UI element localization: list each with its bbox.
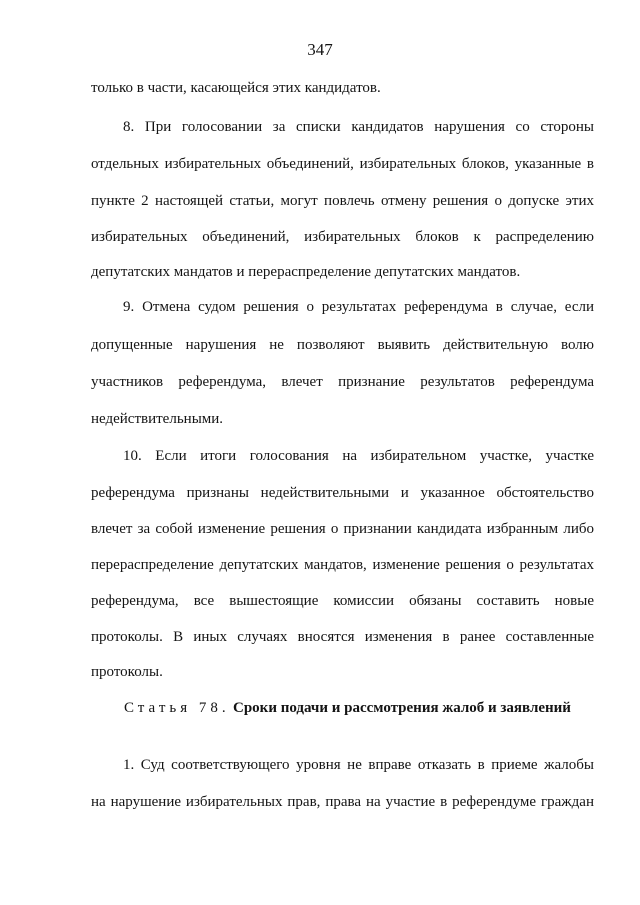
text-line: участников референдума, влечет признание результатов референдума	[91, 374, 594, 390]
text-line: только в части, касающейся этих кандидатов.	[91, 80, 381, 96]
text-line: допущенные нарушения не позволяют выявить действительную волю	[91, 337, 594, 353]
text-line: пункте 2 настоящей статьи, могут повлечь отмену решения о допуске этих	[91, 193, 594, 209]
text-line: референдума, все вышестоящие комиссии обязаны составить новые	[91, 593, 594, 609]
text-line: на нарушение избирательных прав, права на участие в референдуме граждан	[91, 794, 594, 810]
text-line: 9. Отмена судом решения о результатах референдума в случае, если	[123, 299, 594, 315]
article-title: Сроки подачи и рассмотрения жалоб и заявлений	[233, 700, 571, 716]
text-line: избирательных объединений, избирательных блоков к распределению	[91, 229, 594, 245]
text-line: 8. При голосовании за списки кандидатов нарушения со стороны	[123, 119, 594, 135]
text-line: протоколы.	[91, 664, 163, 680]
text-line: отдельных избирательных объединений, избирательных блоков, указанные в	[91, 156, 594, 172]
text-line: протоколы. В иных случаях вносятся изменения в ранее составленные	[91, 629, 594, 645]
page-number: 347	[307, 40, 333, 59]
text-line: влечет за собой изменение решения о признании кандидата избранным либо	[91, 521, 594, 537]
text-line: недействительными.	[91, 411, 224, 427]
article-label: Статья 78.	[124, 700, 230, 716]
text-line: референдума признаны недействительными и указанное обстоятельство	[91, 485, 594, 501]
text-line: перераспределение депутатских мандатов, изменение решения о результатах	[91, 557, 594, 573]
text-line: депутатских мандатов и перераспределение депутатских мандатов.	[91, 264, 521, 280]
text-line: 10. Если итоги голосования на избирательном участке, участке	[123, 448, 594, 464]
text-line: 1. Суд соответствующего уровня не вправе отказать в приеме жалобы	[123, 757, 594, 773]
